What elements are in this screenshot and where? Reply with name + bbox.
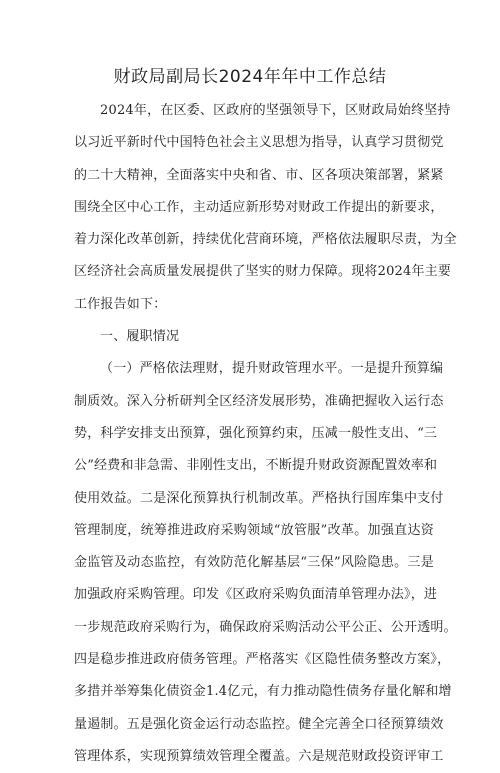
text-line: 公”经费和非急需、非刚性支出，不断提升财政资源配置效率和 xyxy=(74,458,438,474)
document-title: 财政局副局长2024年年中工作总结 xyxy=(113,67,387,87)
text-line: 使用效益。二是深化预算执行机制改革。严格执行国库集中支付 xyxy=(74,490,444,506)
text-line: 一、履职情况 xyxy=(100,329,180,345)
text-line: 管理体系，实现预算绩效管理全覆盖。六是规范财政投资评审工 xyxy=(74,748,444,764)
text-line: 2024年，在区委、区政府的坚强领导下，区财政局始终坚持 xyxy=(100,103,451,118)
text-line: 量遏制。五是强化资金运行动态监控。健全完善全口径预算绩效 xyxy=(74,716,444,732)
text-line: 金监管及动态监控，有效防范化解基层“三保”风险隐患。三是 xyxy=(74,555,434,571)
text-line: 多措并举筹集化债资金1.4亿元，有力推动隐性债务存量化解和增 xyxy=(74,684,452,700)
text-line: （一）严格依法理财，提升财政管理水平。一是提升预算编 xyxy=(100,361,444,377)
text-line: 围绕全区中心工作，主动适应新形势对财政工作提出的新要求， xyxy=(74,199,444,215)
text-line: 势，科学安排支出预算，强化预算约束，压减一般性支出、“三 xyxy=(74,425,438,441)
text-line: 管理制度，统筹推进政府采购领域“放管服”改革。加强直达资 xyxy=(74,522,434,538)
text-line: 着力深化改革创新，持续优化营商环境，严格依法履职尽责，为全 xyxy=(74,232,457,248)
text-line: 区经济社会高质量发展提供了坚实的财力保障。现将2024年主要 xyxy=(74,264,452,280)
text-line: 制质效。深入分析研判全区经济发展形势，准确把握收入运行态 xyxy=(74,393,444,409)
text-line: 以习近平新时代中国特色社会主义思想为指导，认真学习贯彻党 xyxy=(74,135,444,151)
text-line: 一步规范政府采购行为，确保政府采购活动公平公正、公开透明。 xyxy=(74,619,457,635)
text-line: 四是稳步推进政府债务管理。严格落实《区隐性债务整改方案》， xyxy=(74,652,451,668)
text-line: 的二十大精神，全面落实中央和省、市、区各项决策部署，紧紧 xyxy=(74,167,444,183)
document-body xyxy=(74,95,457,773)
text-line: 工作报告如下： xyxy=(74,296,167,312)
text-line: 加强政府采购管理。印发《区政府采购负面清单管理办法》，进 xyxy=(74,587,438,603)
